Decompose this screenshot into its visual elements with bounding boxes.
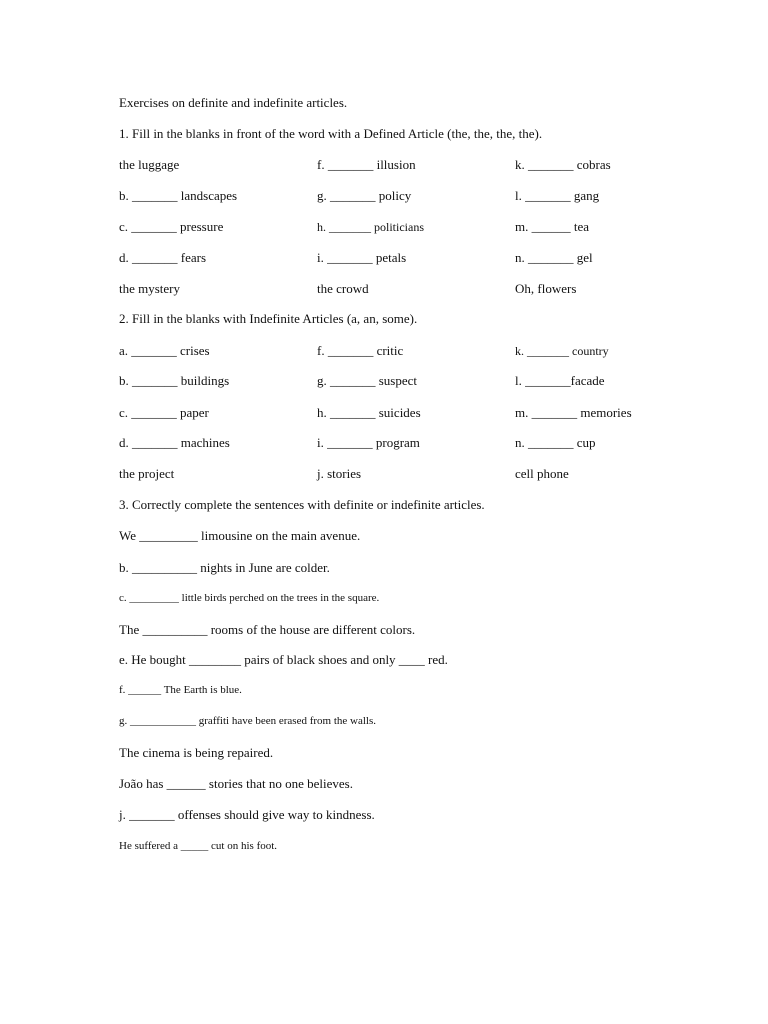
section1-row	[119, 219, 719, 235]
exercise-item: h. _______ politicians	[317, 220, 424, 234]
exercise-item: j. stories	[317, 466, 362, 481]
exercise-item: the crowd	[317, 281, 369, 296]
exercise-item: the project	[119, 466, 175, 481]
exercise-item: the mystery	[119, 281, 181, 296]
exercise-item: d. _______ fears	[119, 250, 207, 265]
exercise-item: b. _______ landscapes	[119, 188, 238, 203]
exercise-item: b. _______ buildings	[119, 373, 230, 388]
exercise-item: a. _______ crises	[119, 343, 210, 358]
exercise-item: n. _______ gel	[515, 250, 593, 265]
exercise-item: n. _______ cup	[515, 435, 596, 450]
exercise-sentence: b. __________ nights in June are colder.	[119, 560, 330, 575]
exercise-sentence: We _________ limousine on the main avenue.	[119, 528, 361, 543]
exercise-item: Oh, flowers	[515, 281, 577, 296]
section1-row	[119, 157, 719, 173]
section1-row	[119, 250, 719, 266]
exercise-item: i. _______ program	[317, 435, 420, 450]
exercise-item: g. _______ suspect	[317, 373, 418, 388]
exercise-item: c. _______ paper	[119, 405, 209, 420]
exercise-item: cell phone	[515, 466, 569, 481]
exercise-item: d. _______ machines	[119, 435, 230, 450]
exercise-sentence: The cinema is being repaired.	[119, 745, 274, 760]
section2-row	[119, 435, 719, 451]
exercise-item: l. _______ gang	[515, 188, 600, 203]
exercise-sentence: e. He bought ________ pairs of black shoes and only ____ red.	[119, 652, 448, 667]
exercise-sentence: g. ____________ graffiti have been erased from the walls.	[119, 715, 377, 727]
exercise-item: the luggage	[119, 157, 180, 172]
exercise-item: f. _______ critic	[317, 343, 404, 358]
exercise-item: m. _______ memories	[515, 405, 632, 420]
exercise-item: f. _______ illusion	[317, 157, 416, 172]
exercise-sentence: João has ______ stories that no one believes.	[119, 776, 353, 791]
section2-heading: 2. Fill in the blanks with Indefinite Articles (a, an, some).	[119, 311, 418, 326]
worksheet-page	[119, 0, 719, 1024]
exercise-sentence: The __________ rooms of the house are different colors.	[119, 622, 416, 637]
exercise-sentence: j. _______ offenses should give way to kindness.	[119, 807, 375, 822]
section2-row	[119, 373, 719, 389]
section1-heading: 1. Fill in the blanks in front of the word with a Defined Article (the, the, the, the).	[119, 126, 543, 141]
section1-row	[119, 281, 719, 297]
exercise-item: l. _______facade	[515, 373, 605, 388]
exercise-item: k. _______ country	[515, 344, 609, 358]
exercise-sentence: f. ______ The Earth is blue.	[119, 684, 242, 696]
section3-heading: 3. Correctly complete the sentences with definite or indefinite articles.	[119, 497, 485, 512]
exercise-item: i. _______ petals	[317, 250, 407, 265]
section1-row	[119, 188, 719, 204]
exercise-sentence: c. _________ little birds perched on the trees in the square.	[119, 592, 380, 604]
section2-row	[119, 466, 719, 482]
exercise-item: m. ______ tea	[515, 219, 590, 234]
worksheet-title: Exercises on definite and indefinite articles.	[119, 95, 348, 110]
exercise-item: c. _______ pressure	[119, 219, 224, 234]
exercise-item: k. _______ cobras	[515, 157, 611, 172]
exercise-item: g. _______ policy	[317, 188, 412, 203]
section2-row	[119, 405, 719, 421]
exercise-item: h. _______ suicides	[317, 405, 421, 420]
exercise-sentence: He suffered a _____ cut on his foot.	[119, 840, 278, 852]
section2-row	[119, 343, 719, 359]
